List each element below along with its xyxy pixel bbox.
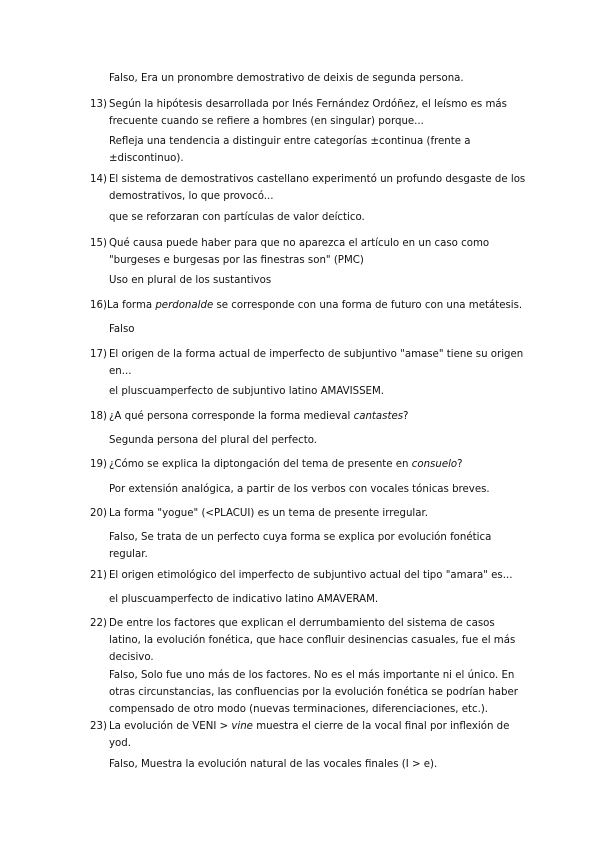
answer-13: Refleja una tendencia a distinguir entre categorías ±continua (frente a ±discontinuo). [109,136,471,164]
question-text-emphasis: vine [231,721,253,732]
question-number: 20) [90,508,107,519]
question-text-pre: ¿A qué persona corresponde la forma medieval [109,411,354,422]
question-text-emphasis: perdonalde [155,300,214,311]
answer-16: Falso [109,324,135,335]
question-text-post: ? [403,411,409,422]
answer-15: Uso en plural de los sustantivos [109,275,272,286]
question-text-pre: La evolución de VENI > [109,721,232,732]
question-number: 18) [90,411,107,422]
question-text-emphasis: cantastes [353,411,404,422]
answer-22: Falso, Solo fue uno más de los factores. No es el más importante ni el único. En otras circunstancias, las confluencias por la evolución fonética se podrían haber compensado de otro modo (nuevas terminaciones, diferenciaciones, etc.). [109,670,518,715]
question-number: 13) [90,99,107,110]
question-19 [90,456,529,473]
answer-19: Por extensión analógica, a partir de los verbos con vocales tónicas breves. [109,484,490,495]
question-text-post: muestra el cierre de la vocal final por inflexión de yod. [109,721,510,749]
question-number: 14) [90,174,107,185]
question-number: 16) [90,300,107,311]
question-number: 15) [90,238,107,249]
question-number: 19) [90,459,107,470]
question-15 [90,235,529,269]
question-text: El origen etimológico del imperfecto de subjuntivo actual del tipo "amara" es... [109,570,513,581]
question-text: El sistema de demostrativos castellano experimentó un profundo desgaste de los demostrativos, lo que provocó... [109,174,526,202]
question-16 [90,297,539,314]
question-22 [90,615,529,666]
question-number: 17) [90,349,107,360]
question-text: La forma "yogue" (<PLACUI) es un tema de presente irregular. [109,508,428,519]
question-number: 22) [90,618,107,629]
question-23 [90,718,529,752]
question-number: 23) [90,721,107,732]
question-17 [90,346,529,380]
question-text: Según la hipótesis desarrollada por Inés Fernández Ordóñez, el leísmo es más frecuente cuando se refiere a hombres (en singular) porque... [109,99,507,127]
question-14 [90,171,529,205]
question-number: 21) [90,570,107,581]
question-18 [90,408,529,425]
question-text: El origen de la forma actual de imperfecto de subjuntivo "amase" tiene su origen en... [109,349,524,377]
answer-23: Falso, Muestra la evolución natural de las vocales finales (I > e). [109,759,438,770]
answer-12: Falso, Era un pronombre demostrativo de deixis de segunda persona. [109,73,464,84]
question-text-post: ? [457,459,463,470]
answer-20: Falso, Se trata de un perfecto cuya forma se explica por evolución fonética regular. [109,532,492,560]
answer-17: el pluscuamperfecto de subjuntivo latino AMAVISSEM. [109,386,385,397]
question-text: De entre los factores que explican el derrumbamiento del sistema de casos latino, la evolución fonética, que hace confluir desinencias casuales, fue el más decisivo. [109,618,516,663]
question-21 [90,567,529,584]
question-13 [90,96,529,130]
question-text-pre: La forma [106,300,156,311]
question-text-emphasis: consuelo [411,459,458,470]
answer-14: que se reforzaran con partículas de valor deíctico. [109,212,365,223]
question-text: Qué causa puede haber para que no aparezca el artículo en un caso como "burgeses e burgesas por las finestras son" (PMC) [109,238,490,266]
answer-18: Segunda persona del plural del perfecto. [109,435,317,446]
question-text-pre: ¿Cómo se explica la diptongación del tema de presente en [109,459,412,470]
answer-21: el pluscuamperfecto de indicativo latino AMAVERAM. [109,594,379,605]
question-text-post: se corresponde con una forma de futuro con una metátesis. [213,300,523,311]
question-20 [90,505,529,522]
